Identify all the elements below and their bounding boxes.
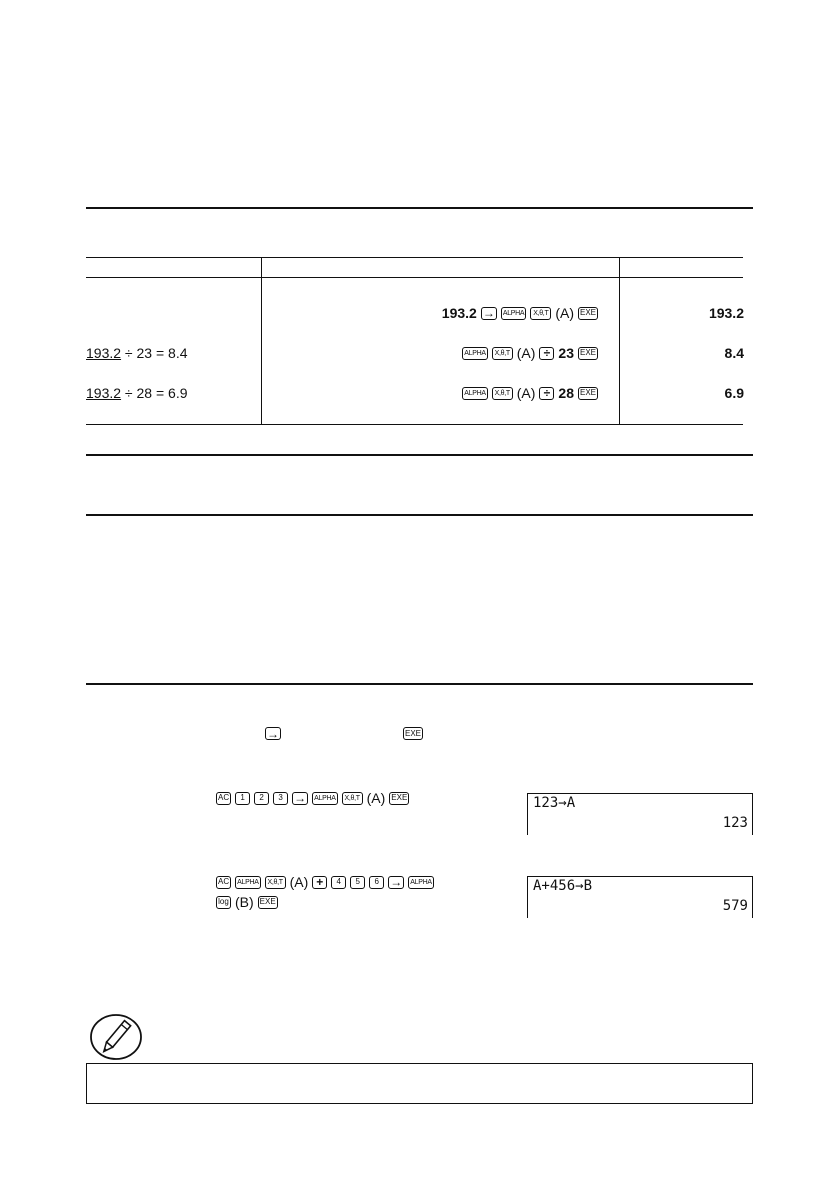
digit-1-key: 1 <box>235 792 250 805</box>
example-key-sequence-continued <box>216 894 278 910</box>
alpha-key: ALPHA <box>408 876 433 889</box>
calculation-rest: ÷ 23 = 8.4 <box>121 345 188 361</box>
underlined-value: 193.2 <box>86 385 122 401</box>
digit-6-key: 6 <box>369 876 384 889</box>
table-bottom-border <box>86 424 743 425</box>
assign-arrow-key: → <box>482 306 495 320</box>
result-value: 193.2 <box>708 305 744 321</box>
display-input-line: A+456→B <box>533 878 593 894</box>
calculation-rest: ÷ 28 = 6.9 <box>121 385 188 401</box>
divider-top <box>86 207 753 209</box>
table-top-border <box>86 257 743 258</box>
table-header-border <box>86 277 743 278</box>
x-theta-t-key: X,θ,T <box>265 876 286 889</box>
exe-key: EXE <box>403 727 423 740</box>
divide-key: ÷ <box>539 347 554 360</box>
exe-key: EXE <box>258 896 278 909</box>
result-value: 8.4 <box>724 345 744 361</box>
variable-label: (A) <box>555 305 574 321</box>
keystroke-number: 193.2 <box>441 305 477 321</box>
alpha-key: ALPHA <box>462 347 487 360</box>
keystroke-number: 23 <box>558 345 574 361</box>
display-input-line: 123→A <box>533 795 576 811</box>
example-key-sequence <box>216 874 434 890</box>
variable-label: (A) <box>289 874 309 890</box>
exe-key: EXE <box>578 307 598 320</box>
x-theta-t-key: X,θ,T <box>342 792 363 805</box>
table-column-divider-2 <box>619 257 620 424</box>
ac-key: AC <box>216 792 231 805</box>
underlined-value: 193.2 <box>86 345 122 361</box>
exe-key: EXE <box>389 792 409 805</box>
key-sequence <box>462 345 598 361</box>
digit-2-key: 2 <box>254 792 269 805</box>
exe-key: EXE <box>578 347 598 360</box>
variable-label: (A) <box>366 790 386 806</box>
digit-5-key: 5 <box>350 876 365 889</box>
divider-4 <box>86 683 753 685</box>
calculator-display-1 <box>527 793 753 835</box>
divide-key: ÷ <box>539 387 554 400</box>
divider-3 <box>86 514 753 516</box>
assign-arrow-key: → <box>294 791 307 805</box>
note-box <box>86 1063 753 1104</box>
divider-2 <box>86 454 753 456</box>
alpha-key: ALPHA <box>235 876 260 889</box>
alpha-key: ALPHA <box>462 387 487 400</box>
calculation-text <box>86 385 188 401</box>
calculation-text <box>86 345 188 361</box>
variable-label: (A) <box>516 385 536 401</box>
digit-3-key: 3 <box>273 792 288 805</box>
result-value: 6.9 <box>724 385 744 401</box>
pencil-icon <box>89 1013 143 1061</box>
assign-arrow-key: → <box>267 726 279 741</box>
assign-arrow-key: → <box>390 875 403 889</box>
ac-key: AC <box>216 876 231 889</box>
plus-key: + <box>312 876 327 889</box>
table-column-divider-1 <box>261 257 262 424</box>
variable-label: (B) <box>235 894 254 910</box>
example-key-sequence <box>216 790 409 806</box>
log-key: log <box>216 896 231 909</box>
alpha-key: ALPHA <box>312 792 337 805</box>
keystroke-number: 28 <box>558 385 574 401</box>
x-theta-t-key: X,θ,T <box>492 347 513 360</box>
key-sequence <box>462 385 598 401</box>
variable-label: (A) <box>516 345 536 361</box>
x-theta-t-key: X,θ,T <box>492 387 513 400</box>
calculator-display-2 <box>527 876 753 918</box>
exe-key: EXE <box>578 387 598 400</box>
display-result-line: 123 <box>722 815 748 831</box>
key-sequence <box>442 305 598 321</box>
display-result-line: 579 <box>722 898 748 914</box>
digit-4-key: 4 <box>331 876 346 889</box>
alpha-key: ALPHA <box>501 307 526 320</box>
x-theta-t-key: X,θ,T <box>530 307 551 320</box>
